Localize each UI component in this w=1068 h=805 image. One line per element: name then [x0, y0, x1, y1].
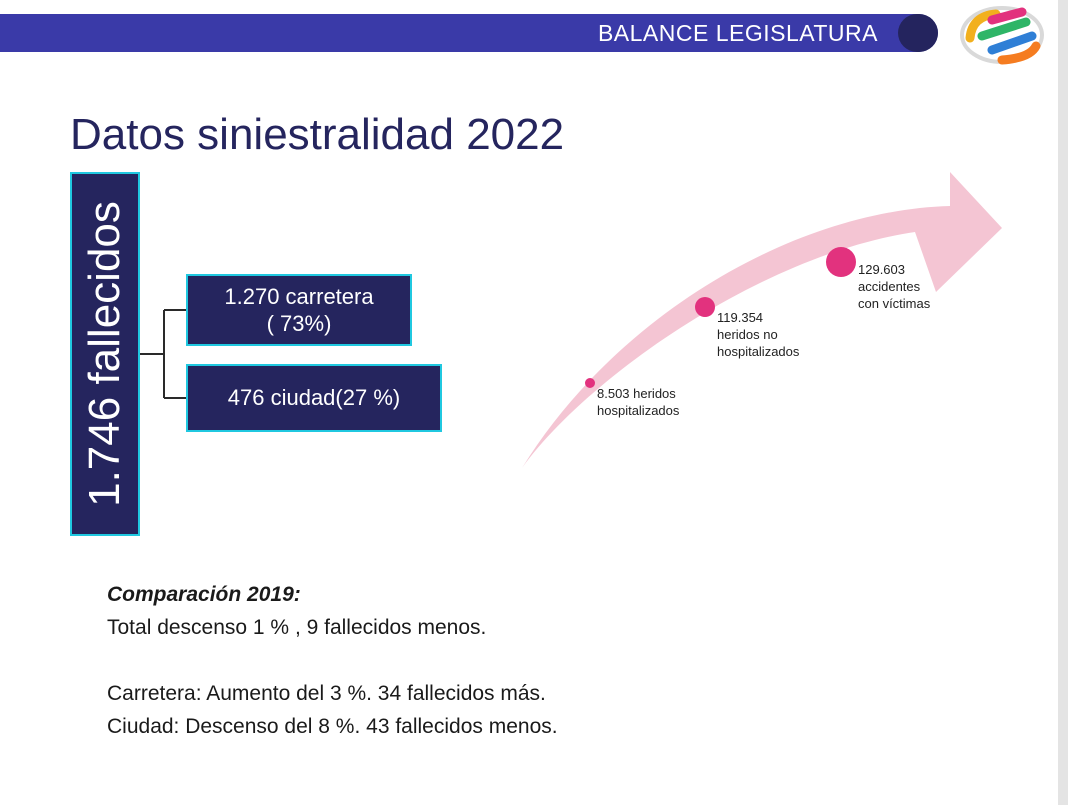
road-deaths-line2: ( 73%)	[266, 311, 332, 336]
stat-dot-hospitalized	[585, 378, 595, 388]
stat-non-hospitalized-line2: heridos no	[717, 326, 778, 342]
comparison-total: Total descenso 1 % , 9 fallecidos menos.	[107, 616, 487, 639]
stat-hospitalized-line2: hospitalizados	[597, 402, 680, 418]
stat-accidents-line3: con víctimas	[858, 295, 931, 311]
road-deaths-line1: 1.270 carretera	[224, 283, 374, 309]
stat-hospitalized-line1: 8.503 heridos	[597, 386, 676, 401]
total-deaths-text: 1.746 fallecidos	[80, 201, 129, 507]
comparison-road: Carretera: Aumento del 3 %. 34 fallecidos más.	[107, 682, 546, 705]
stat-accidents-line2: accidentes	[858, 278, 921, 294]
comparison-spacer	[107, 644, 558, 677]
page-title: Datos siniestralidad 2022	[70, 110, 565, 159]
stat-dot-accidents	[826, 247, 856, 277]
stat-dot-non-hospitalized	[695, 297, 715, 317]
header-title: BALANCE LEGISLATURA	[597, 20, 878, 46]
comparison-heading: Comparación 2019:	[107, 583, 301, 606]
stat-non-hospitalized-line1: 119.354	[717, 310, 764, 325]
stat-accidents-line1: 129.603	[858, 262, 905, 277]
stat-hospitalized	[597, 386, 679, 420]
stat-non-hospitalized	[717, 310, 799, 361]
comparison-city: Ciudad: Descenso del 8 %. 43 fallecidos menos.	[107, 715, 558, 738]
comparison-block	[107, 578, 558, 743]
city-deaths-text: 476 ciudad(27 %)	[227, 385, 401, 411]
stat-accidents	[858, 262, 930, 313]
stat-non-hospitalized-line3: hospitalizados	[717, 343, 800, 359]
